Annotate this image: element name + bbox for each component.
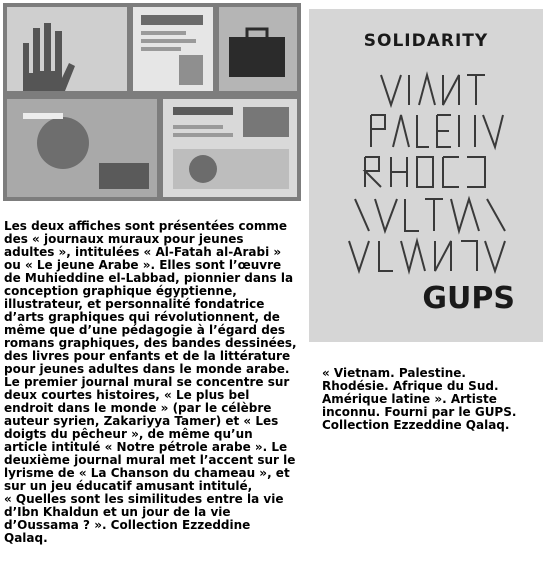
left-caption [4, 220, 297, 545]
poster-footer: GUPS [422, 281, 515, 316]
left-caption-line: de Muhieddine el-Labbad, pionnier dans la [4, 271, 294, 285]
left-caption-line: des livres pour enfants et de la littérature [4, 349, 291, 363]
left-caption-line: doigts du pêcheur », de même qu’un [4, 427, 253, 441]
wall-newspapers-photo [3, 3, 301, 201]
left-caption-line: deux courtes histoires, « Le plus bel [4, 388, 250, 402]
left-caption-line: sur un jeu éducatif amusant intitulé, [4, 479, 253, 493]
left-caption-line: auteur syrien, Zakariyya Tamer) et « Les [4, 414, 279, 428]
right-caption [322, 367, 516, 432]
right-caption-line: inconnu. Fourni par le GUPS. [322, 405, 517, 419]
right-caption-line: « Vietnam. Palestine. [322, 366, 466, 380]
left-caption-line: conception graphique égyptienne, [4, 284, 237, 298]
left-caption-line: pour jeunes adultes dans le monde arabe. [4, 362, 290, 376]
left-caption-line: article intitulé « Notre pétrole arabe ». Le [4, 440, 288, 454]
left-caption-line: endroit dans le monde » (par le célèbre [4, 401, 272, 415]
poster-heading: SOLIDARITY [363, 31, 489, 51]
left-caption-line: même que d’une pédagogie à l’égard des [4, 323, 286, 337]
left-caption-line: illustrateur, et personnalité fondatrice [4, 297, 265, 311]
solidarity-poster-photo [309, 9, 543, 342]
left-caption-line: d’Oussama ? ». Collection Ezzeddine [4, 518, 251, 532]
left-caption-line: des « journaux muraux pour jeunes [4, 232, 244, 246]
left-caption-line: lyrisme de « La Chanson du chameau », et [4, 466, 290, 480]
left-caption-line: ou « Le jeune Arabe ». Elles sont l’œuvre [4, 258, 282, 272]
left-caption-line: Qalaq. [4, 531, 48, 545]
left-caption-line: d’arts graphiques qui révolutionnent, de [4, 310, 280, 324]
left-caption-line: adultes », intitulées « Al-Fatah al-Arabi » [4, 245, 282, 259]
left-caption-line: deuxième journal mural met l’accent sur le [4, 453, 296, 467]
left-caption-line: d’Ibn Khaldun et un jour de la vie [4, 505, 231, 519]
left-caption-line: romans graphiques, des bandes dessinées, [4, 336, 297, 350]
right-caption-line: Amérique latine ». Artiste [322, 392, 497, 406]
left-caption-line: Le premier journal mural se concentre sur [4, 375, 290, 389]
right-caption-line: Rhodésie. Afrique du Sud. [322, 379, 499, 393]
left-caption-line: Les deux affiches sont présentées comme [4, 219, 288, 233]
wall-newspapers-illustration [3, 3, 301, 201]
right-caption-line: Collection Ezzeddine Qalaq. [322, 418, 510, 432]
left-caption-line: « Quelles sont les similitudes entre la vie [4, 492, 284, 506]
